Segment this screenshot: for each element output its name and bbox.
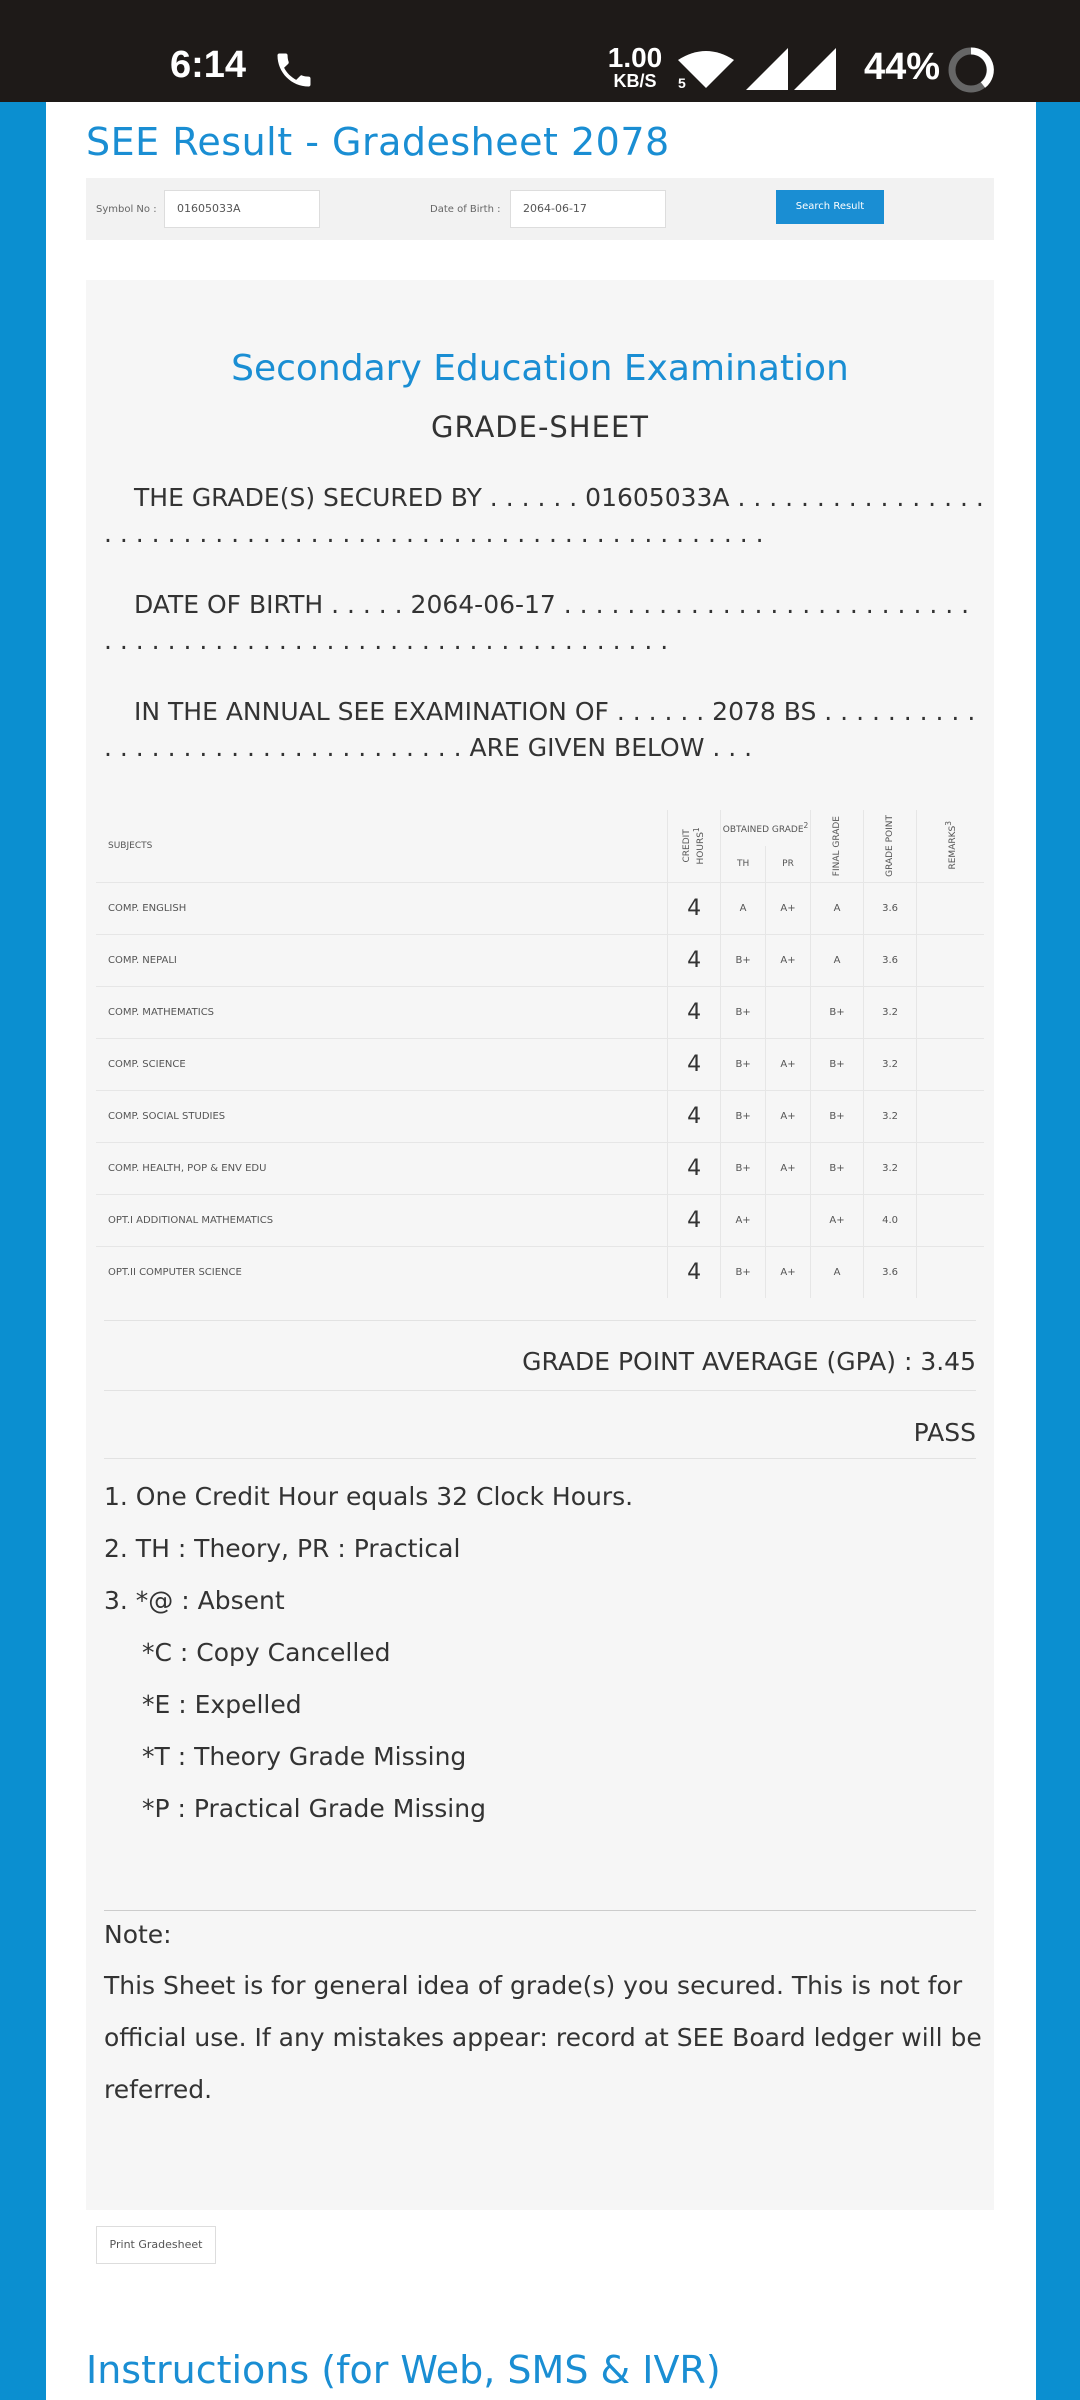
legend-item: 1. One Credit Hour equals 32 Clock Hours. xyxy=(104,1482,634,1511)
remarks-cell xyxy=(917,1090,984,1142)
col-remarks: REMARKS$^3$ xyxy=(943,821,958,870)
grade-sheet xyxy=(86,280,994,2210)
subject-cell: COMP. SCIENCE xyxy=(96,1038,668,1090)
credit-cell: 4 xyxy=(668,1246,721,1298)
exam-year-line: IN THE ANNUAL SEE EXAMINATION OF . . . . . . 2078 BS . . . . . . . . . . . . . . . . . . . . . . . . . . . . . . . . . ARE GIVEN BELOW . . . xyxy=(104,697,976,762)
pr-grade-cell: A+ xyxy=(766,1038,811,1090)
remarks-cell xyxy=(917,1194,984,1246)
table-row xyxy=(96,1142,984,1194)
status-bar xyxy=(0,0,1080,102)
th-grade-cell: A+ xyxy=(721,1194,766,1246)
dob-label: Date of Birth : xyxy=(430,204,501,215)
divider xyxy=(104,1910,976,1911)
exam-title: Secondary Education Examination xyxy=(231,348,849,389)
note-title: Note: xyxy=(104,1920,172,1949)
remarks-cell xyxy=(917,934,984,986)
pr-grade-cell: A+ xyxy=(766,1142,811,1194)
pr-grade-cell: A+ xyxy=(766,1246,811,1298)
battery-percent: 44% xyxy=(864,46,941,88)
remarks-cell xyxy=(917,986,984,1038)
final-grade-cell: B+ xyxy=(810,986,863,1038)
col-subjects: SUBJECTS xyxy=(96,810,668,882)
sheet-subtitle: GRADE-SHEET xyxy=(431,410,649,444)
subject-cell: COMP. SOCIAL STUDIES xyxy=(96,1090,668,1142)
legend-item: 2. TH : Theory, PR : Practical xyxy=(104,1534,461,1563)
table-row xyxy=(96,1038,984,1090)
subject-cell: COMP. NEPALI xyxy=(96,934,668,986)
table-header xyxy=(96,810,984,846)
phone-icon xyxy=(272,48,316,92)
search-button[interactable]: Search Result xyxy=(776,190,884,224)
gpa-value: GRADE POINT AVERAGE (GPA) : 3.45 xyxy=(522,1347,976,1376)
col-obtained: OBTAINED GRADE$^2$ xyxy=(721,810,811,846)
divider xyxy=(104,1458,976,1459)
status-time: 6:14 xyxy=(170,44,247,86)
subject-cell: COMP. HEALTH, POP & ENV EDU xyxy=(96,1142,668,1194)
symbol-input[interactable]: 01605033A xyxy=(164,190,320,228)
th-grade-cell: B+ xyxy=(721,934,766,986)
col-th: TH xyxy=(721,846,766,882)
col-point: GRADE POINT xyxy=(864,810,917,882)
th-grade-cell: B+ xyxy=(721,986,766,1038)
subject-cell: COMP. ENGLISH xyxy=(96,882,668,934)
pr-grade-cell: A+ xyxy=(766,1090,811,1142)
credit-cell: 4 xyxy=(668,882,721,934)
grade-point-cell: 4.0 xyxy=(864,1194,917,1246)
th-grade-cell: B+ xyxy=(721,1246,766,1298)
page-container xyxy=(46,102,1036,2400)
print-gradesheet-button[interactable]: Print Gradesheet xyxy=(96,2226,216,2264)
credit-cell: 4 xyxy=(668,934,721,986)
signal-icon xyxy=(794,48,836,90)
col-final: FINAL GRADE xyxy=(810,810,863,882)
remarks-cell xyxy=(917,1142,984,1194)
secured-by-line: THE GRADE(S) SECURED BY . . . . . . 01605033A . . . . . . . . . . . . . . . . . . . . . . . . . . . . . . . . . . . . . . . . . . . . . . . . . . . . . . . . . . xyxy=(104,483,984,548)
legend-item: *P : Practical Grade Missing xyxy=(142,1794,486,1823)
final-grade-cell: A+ xyxy=(810,1194,863,1246)
legend-item: *C : Copy Cancelled xyxy=(142,1638,391,1667)
final-grade-cell: B+ xyxy=(810,1142,863,1194)
pr-grade-cell: A+ xyxy=(766,934,811,986)
remarks-cell xyxy=(917,882,984,934)
subject-cell: COMP. MATHEMATICS xyxy=(96,986,668,1038)
note-text: This Sheet is for general idea of grade(s) you secured. This is not for official use. If any mistakes appear: record at SEE Board ledger will be referred. xyxy=(104,1971,982,2104)
legend-item: 3. *@ : Absent xyxy=(104,1586,285,1615)
grade-point-cell: 3.6 xyxy=(864,882,917,934)
grade-point-cell: 3.2 xyxy=(864,1038,917,1090)
th-grade-cell: A xyxy=(721,882,766,934)
dob-line: DATE OF BIRTH . . . . . 2064-06-17 . . . . . . . . . . . . . . . . . . . . . . . . . . . . . . . . . . . . . . . . . . . . . . . . . . . . . . . . . . . . . . xyxy=(104,590,970,655)
grade-point-cell: 3.6 xyxy=(864,934,917,986)
final-grade-cell: A xyxy=(810,882,863,934)
th-grade-cell: B+ xyxy=(721,1038,766,1090)
credit-cell: 4 xyxy=(668,1038,721,1090)
col-credit: CREDIT HOURS$^1$ xyxy=(668,810,721,882)
grade-point-cell: 3.2 xyxy=(864,1142,917,1194)
th-grade-cell: B+ xyxy=(721,1142,766,1194)
wifi-icon xyxy=(676,50,736,90)
signal-icon xyxy=(744,48,790,90)
final-grade-cell: A xyxy=(810,934,863,986)
grade-point-cell: 3.2 xyxy=(864,986,917,1038)
final-grade-cell: B+ xyxy=(810,1038,863,1090)
table-row xyxy=(96,1090,984,1142)
grade-point-cell: 3.2 xyxy=(864,1090,917,1142)
final-grade-cell: B+ xyxy=(810,1090,863,1142)
dob-input[interactable]: 2064-06-17 xyxy=(510,190,666,228)
page-title: SEE Result - Gradesheet 2078 xyxy=(86,120,670,164)
table-row xyxy=(96,1246,984,1298)
divider xyxy=(104,1390,976,1391)
th-grade-cell: B+ xyxy=(721,1090,766,1142)
grades-table xyxy=(96,810,984,1298)
credit-cell: 4 xyxy=(668,1142,721,1194)
svg-text:5: 5 xyxy=(678,75,686,90)
symbol-label: Symbol No : xyxy=(96,204,157,215)
divider xyxy=(104,1320,976,1321)
pr-grade-cell xyxy=(766,986,811,1038)
net-speed: 1.00 KB/S xyxy=(607,42,663,91)
subject-cell: OPT.II COMPUTER SCIENCE xyxy=(96,1246,668,1298)
battery-icon xyxy=(947,46,995,94)
legend-item: *T : Theory Grade Missing xyxy=(142,1742,467,1771)
remarks-cell xyxy=(917,1246,984,1298)
search-form xyxy=(86,178,994,240)
col-pr: PR xyxy=(766,846,811,882)
subject-cell: OPT.I ADDITIONAL MATHEMATICS xyxy=(96,1194,668,1246)
final-grade-cell: A xyxy=(810,1246,863,1298)
remarks-cell xyxy=(917,1038,984,1090)
credit-cell: 4 xyxy=(668,1090,721,1142)
credit-cell: 4 xyxy=(668,986,721,1038)
legend-item: *E : Expelled xyxy=(142,1690,302,1719)
pr-grade-cell xyxy=(766,1194,811,1246)
table-row xyxy=(96,1194,984,1246)
table-row xyxy=(96,986,984,1038)
credit-cell: 4 xyxy=(668,1194,721,1246)
table-row xyxy=(96,934,984,986)
result-status: PASS xyxy=(913,1418,976,1447)
grade-point-cell: 3.6 xyxy=(864,1246,917,1298)
table-row xyxy=(96,882,984,934)
instructions-title: Instructions (for Web, SMS & IVR) xyxy=(86,2348,721,2392)
pr-grade-cell: A+ xyxy=(766,882,811,934)
